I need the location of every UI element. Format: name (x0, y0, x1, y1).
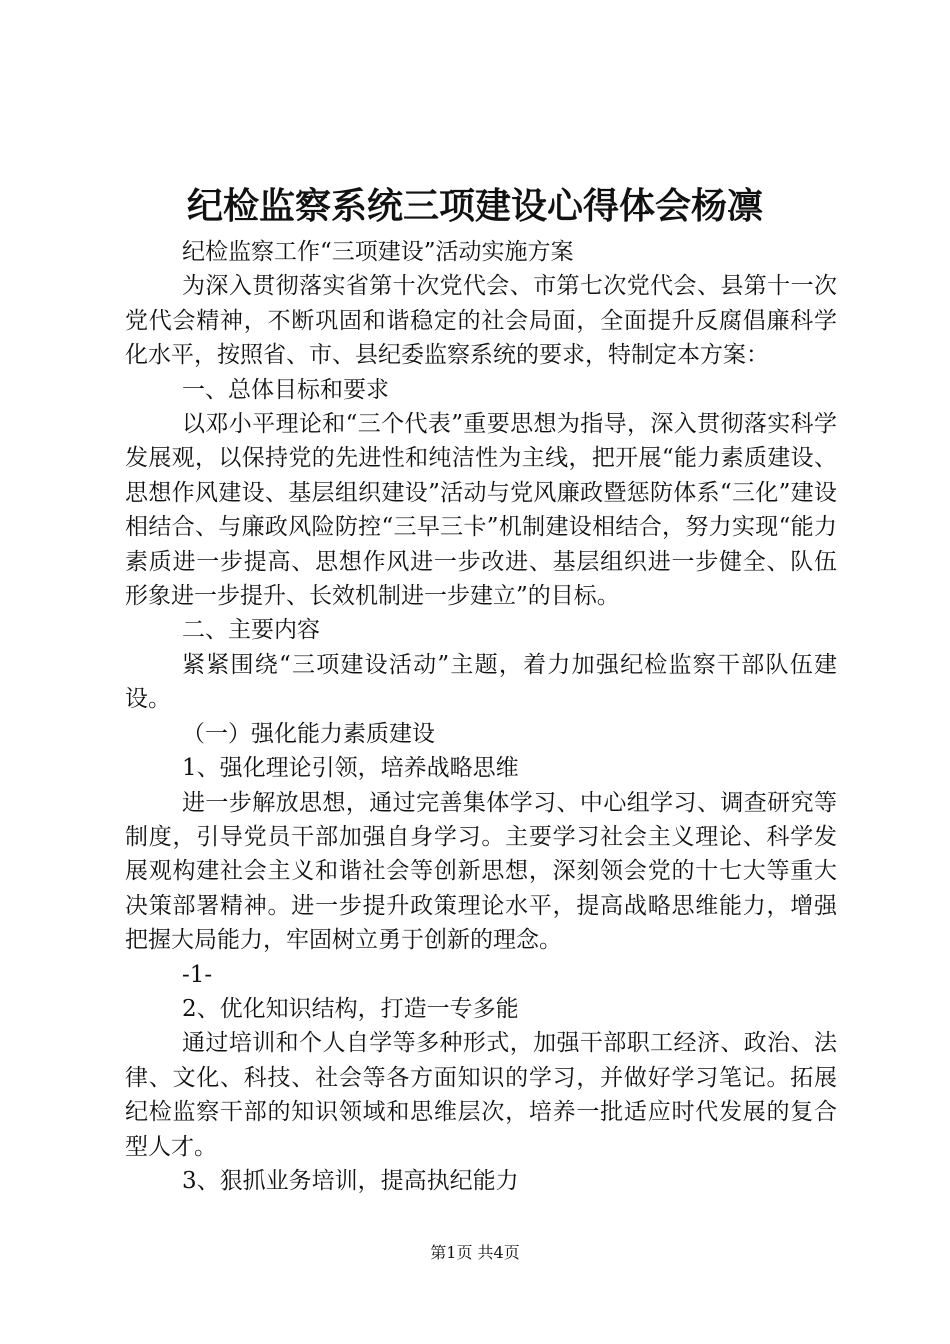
paragraph-plan-heading: 纪检监察工作“三项建设”活动实施方案 (182, 239, 574, 265)
page-footer: 第1页 共4页 (430, 1243, 520, 1262)
section-heading-goals: 一、总体目标和要求 (182, 376, 389, 403)
subsection-heading-ability: （一）强化能力素质建设 (182, 720, 435, 747)
paragraph-intro: 为深入贯彻落实省第十次党代会、市第七次党代会、县第十一次党代会精神，不断巩固和谐稳定的社会局面，全面提升反腐倡廉科学化水平，按照省、市、县纪委监察系统的要求，特制定本方案： (125, 273, 837, 369)
document-body (125, 235, 837, 1198)
item-heading-2: 2、优化知识结构，打造一专多能 (182, 995, 519, 1022)
paragraph-item-2: 通过培训和个人自学等多种形式，加强干部职工经济、政治、法律、文化、科技、社会等各方面知识的学习，并做好学习笔记。拓展纪检监察干部的知识领域和思维层次，培养一批适应时代发展的复合型人才。 (125, 1030, 837, 1160)
document-title: 纪检监察系统三项建设心得体会杨凛 (186, 185, 763, 227)
inline-page-number: -1- (182, 961, 213, 988)
section-heading-content: 二、主要内容 (182, 617, 320, 644)
item-heading-3: 3、狠抓业务培训，提高执纪能力 (182, 1167, 519, 1194)
paragraph-item-1: 进一步解放思想，通过完善集体学习、中心组学习、调查研究等制度，引导党员干部加强自身学习。主要学习社会主义理论、科学发展观构建社会主义和谐社会等创新思想，深刻领会党的十七大等重大决策部署精神。进一步提升政策理论水平，提高战略思维能力，增强把握大局能力，牢固树立勇于创新的理念。 (125, 789, 837, 954)
item-heading-1: 1、强化理论引领，培养战略思维 (182, 755, 519, 782)
paragraph-content: 紧紧围绕“三项建设活动”主题，着力加强纪检监察干部队伍建设。 (125, 651, 837, 713)
paragraph-goals: 以邓小平理论和“三个代表”重要思想为指导，深入贯彻落实科学发展观，以保持党的先进性和纯洁性为主线，把开展“能力素质建设、思想作风建设、基层组织建设”活动与党风廉政暨惩防体系“三化”建设相结合、与廉政风险防控“三早三卡”机制建设相结合，努力实现“能力素质进一步提高、思想作风进一步改进、基层组织进一步健全、队伍形象进一步提升、长效机制进一步建立”的目标。 (125, 411, 837, 610)
